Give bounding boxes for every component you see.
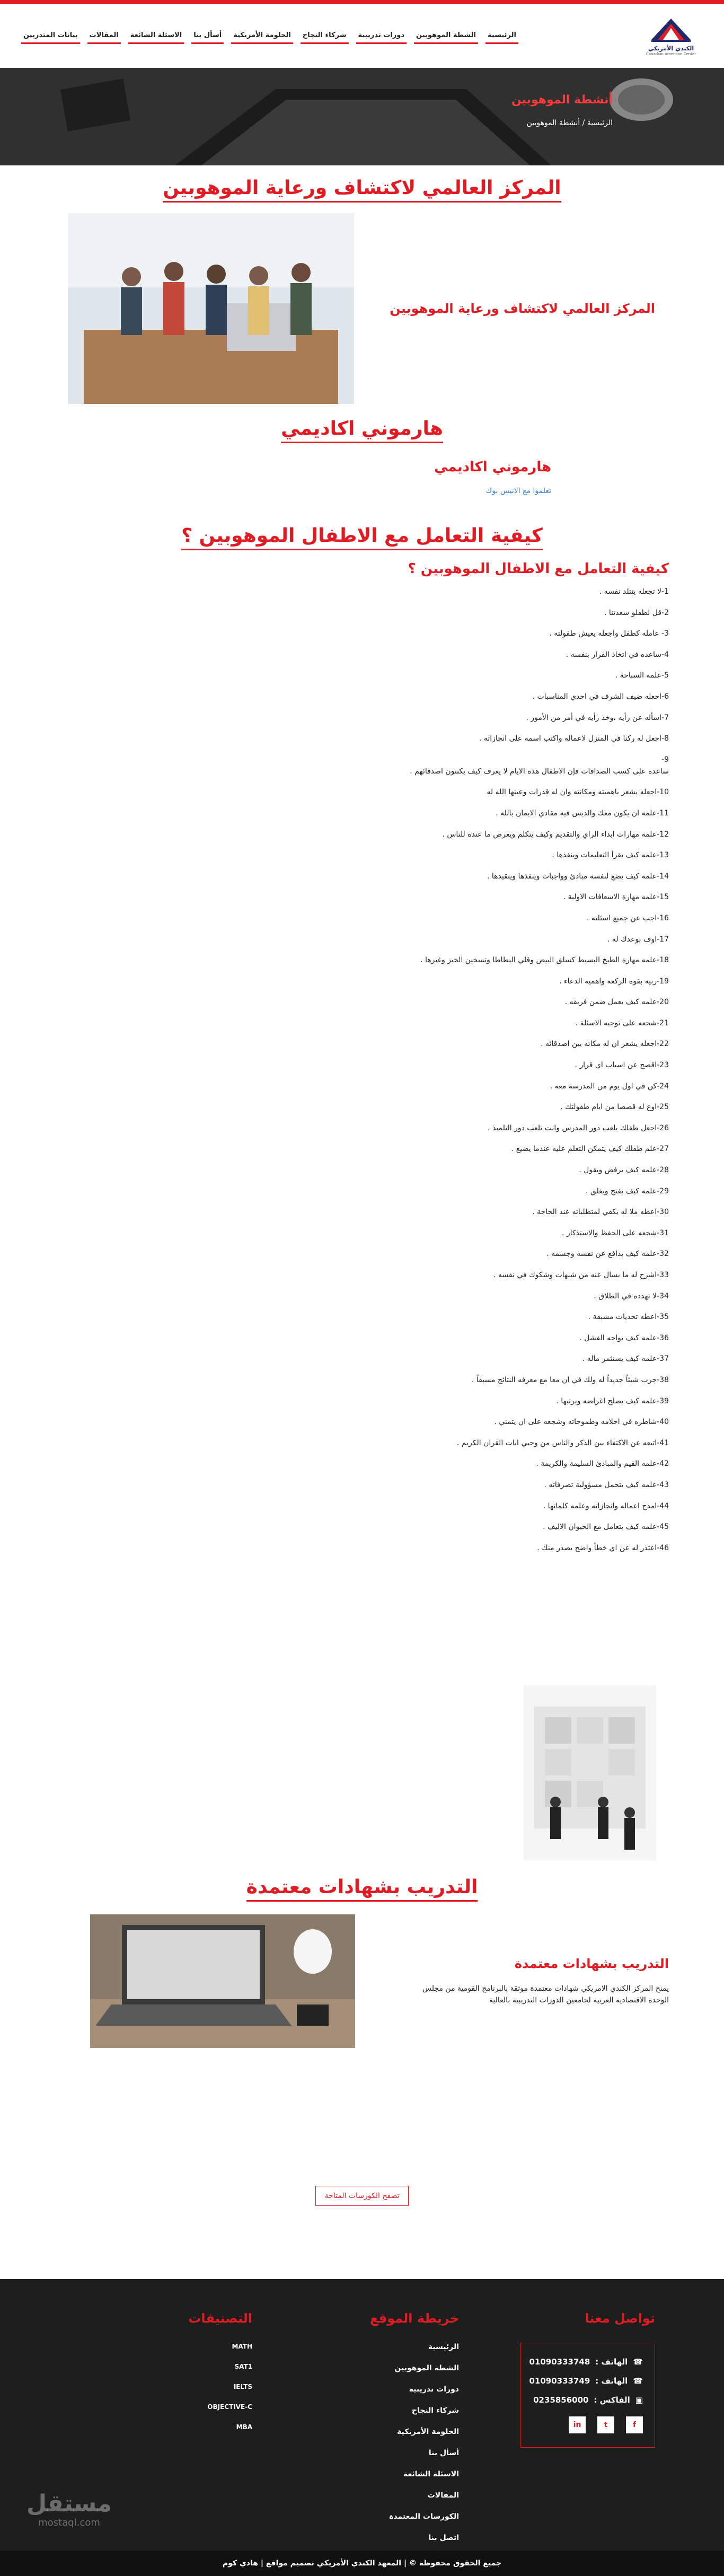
laptop-image [90, 1914, 355, 2048]
footer-categories-title: التصنيفات [188, 2311, 252, 2326]
list-item: 44-امدح اعماله وانجازاته وعلمه كلماتها . [543, 1501, 669, 1510]
list-item: 43-علمه كيف يتحمل مسؤولية تصرفاته . [544, 1480, 669, 1489]
list-item: 25-اوع له قصصا من ايام طفولتك . [560, 1103, 669, 1112]
courses-button-wrap [0, 2186, 724, 2206]
list-item: 19-ربيه بقوة الركعة واهمية الدعاء . [559, 977, 669, 986]
hero-desk-image [0, 68, 724, 165]
list-item: 28-علمه كيف يرفض ويقول . [579, 1166, 669, 1175]
footer-link[interactable]: الرئيسية [428, 2343, 459, 2352]
footer-link[interactable]: اتصل بنا [428, 2534, 459, 2543]
list-item: 17-اوف بوعدك له . [607, 935, 669, 944]
gifted-tips-list [0, 586, 724, 1553]
nav-gifted-activities[interactable]: الشطة الموهوبين [414, 28, 478, 44]
page-hero [0, 68, 724, 165]
nav-partners[interactable]: شركاء النجاح [301, 28, 349, 44]
training-title: التدريب بشهادات معتمدة [514, 1956, 669, 1972]
list-item: 6-اجعله ضيف الشرف في احدي المناسبات . [532, 692, 669, 701]
list-item: 45-علمه كيف يتعامل مع الحيوان الاليف . [543, 1523, 669, 1532]
twitter-icon[interactable]: t [597, 2416, 614, 2433]
list-item: 33-اشرح له ما يسال عنه من شبهات وشكوك في نفسه . [493, 1271, 669, 1279]
list-item: 29-علمه كيف يفتح ويغلق . [585, 1186, 669, 1195]
puzzle-spacer [0, 1563, 724, 1685]
list-item: 15-علمه مهارة الاسعافات الاولية . [563, 893, 669, 902]
list-item: 31-شجعه على الحفظ والاستذكار . [561, 1228, 669, 1237]
spacer [0, 2048, 724, 2186]
category-link[interactable]: SAT1 [234, 2363, 252, 2371]
category-link[interactable]: MBA [236, 2423, 252, 2431]
section-heading-training: التدريب بشهادات معتمدة [0, 1876, 724, 1902]
list-item: 32-علمه كيف يدافع عن نفسه وجسمه . [546, 1250, 669, 1259]
list-item: 34-لا تهدده في الطلاق . [594, 1291, 669, 1300]
section-heading-harmony: هارموني اكاديمي [0, 418, 724, 443]
list-item: 8-اجعل له ركنا في المنزل لاعماله واكتب اسمه على انجازاته . [479, 734, 669, 743]
browse-courses-button[interactable]: تصفح الكورسات المتاحة [315, 2186, 408, 2206]
contact-box [520, 2343, 655, 2448]
nav-faq[interactable]: الاسئلة الشائعة [128, 28, 184, 44]
puzzle-image [524, 1685, 656, 1860]
list-item: 13-علمه كيف يقرأ التعليمات وينفذها . [552, 851, 669, 860]
footer-link[interactable]: الحلومة الأمريكية [397, 2428, 459, 2437]
list-item: 14-علمه كيف يضع لنفسه مبادئ وواجبات وينفذها ويتقيدها . [487, 872, 669, 881]
team-photo [68, 213, 354, 404]
footer-link[interactable]: الكورسات المعتمدة [389, 2512, 459, 2521]
nav-articles[interactable]: المقالات [87, 28, 121, 44]
list-item: 1-لا تجعله يتتلد نفسه . [599, 587, 669, 596]
training-desc: يمنح المركز الكندي الامريكي شهادات معتمدة موثقة بالبرنامج القومية من مجلس الوحدة الاقتصادية العربية لجامعين الدورات التدريبية بالعالية [422, 1984, 669, 2005]
harmony-title: هارموني اكاديمي [434, 459, 551, 475]
list-item: 12-علمه مهارات ابداء الراي والتقديم وكيف يتكلم ويعرض ما عنده للناس . [442, 830, 669, 839]
center-title: المركز العالمي لاكتشاف ورعاية الموهوبين [390, 301, 655, 316]
facebook-icon[interactable]: f [626, 2416, 643, 2433]
footer-link[interactable]: الاسئلة الشائعة [403, 2470, 459, 2479]
list-item: 46-اعتذر له عن اي خطأ واضح يصدر منك . [537, 1543, 669, 1552]
social-links [533, 2416, 643, 2433]
site-logo[interactable] [639, 15, 703, 57]
gifted-list-title: كيفية التعامل مع الاطفال الموهوبين ؟ [408, 561, 669, 577]
list-item: 9- [661, 755, 669, 764]
phone-icon: ☎ [633, 2376, 643, 2386]
category-link[interactable]: IELTS [233, 2383, 252, 2391]
footer-contact [520, 2311, 655, 2448]
list-item: 24-كن في اول يوم من المدرسة معه . [550, 1082, 669, 1091]
training-text [372, 1956, 669, 2006]
harmony-link[interactable]: تعلموا مع الانيس بوك [485, 487, 551, 495]
list-item: 20-علمه كيف يعمل ضمن فريقه . [564, 998, 669, 1007]
logo-icon [649, 16, 693, 44]
list-item: 5-علمه السباحة . [615, 671, 669, 680]
footer-link[interactable]: المقالات [427, 2491, 459, 2500]
training-row [0, 1914, 724, 2048]
logo-subtitle: Canadian American Center [646, 51, 696, 56]
footer-contact-title: تواصل معنا [585, 2311, 655, 2326]
list-item: 26-اجعل طفلك يلعب دور المدرس وانت تلعب دور التلميذ . [488, 1123, 669, 1132]
site-header [0, 4, 724, 68]
nav-home[interactable]: الرئيسية [485, 28, 518, 44]
list-item: 18-علمه مهارة الطبخ البسيط كسلق البيض وقلي البطاطا وتسخين الخبز وغيرها . [420, 956, 669, 965]
list-item: 3- عامله كطفل واجعله يعيش طفولته . [549, 629, 669, 638]
list-item: 7-اسأله عن رأيه ،وخذ رأيه في أمر من الأمور . [526, 713, 669, 722]
category-link[interactable]: MATH [232, 2343, 252, 2351]
fax-icon: ▣ [635, 2395, 643, 2405]
list-item: 39-علمه كيف يصلح اغراضه ويرتبها . [556, 1396, 669, 1405]
list-item: 27-علم طفلك كيف يتمكن التعلم عليه عندما يضيع . [511, 1145, 669, 1154]
footer-sitemap [370, 2311, 459, 2555]
nav-courses[interactable]: دورات تدريبية [356, 28, 407, 44]
nav-trainees[interactable]: بيانات المتدربين [21, 28, 80, 44]
nav-american[interactable]: الحلومة الأمريكية [231, 28, 293, 44]
phone-line[interactable]: ☎ الهاتف : 01090333748 [529, 2357, 643, 2367]
category-link[interactable]: OBJECTIVE-C [207, 2403, 252, 2411]
footer-link[interactable]: شركاء النجاح [411, 2406, 459, 2415]
list-item: ساعده على كسب الصداقات فإن الاطفال هذه الايام لا يعرف كيف يكتنون اصدقائهم . [410, 767, 669, 776]
list-item: 2-قل لطفلو سعدتنا . [604, 608, 669, 617]
list-item: 16-اجب عن جميع اسئلته . [586, 913, 669, 922]
spacer [0, 2206, 724, 2279]
footer-link[interactable]: الشطة الموهوبين [394, 2364, 459, 2373]
list-item: 22-اجعله يشعر ان له مكانه بين اصدقائه . [541, 1040, 669, 1049]
footer-link[interactable]: أسأل بنا [428, 2449, 459, 2458]
top-stripe [0, 0, 724, 4]
breadcrumb[interactable]: الرئيسية / أنشطة الموهوبين [526, 119, 613, 127]
phone-line[interactable]: ☎ الهاتف : 01090333749 [529, 2376, 643, 2386]
copyright-bar: جميع الحقوق محفوظة © | المعهد الكندي الأمريكي تصميم مواقع | هادي كوم [0, 2551, 724, 2576]
team-photo-image [68, 213, 354, 404]
list-item: 36-علمه كيف يواجه الفشل . [579, 1333, 669, 1342]
hero-title: أنشطة الموهوبين [511, 93, 613, 107]
list-item: 21-شجعه على توجيه الاسئلة . [575, 1018, 669, 1027]
list-item: 35-اعطه تحديات مسبقة . [588, 1313, 669, 1322]
puzzle-photo [524, 1685, 656, 1860]
list-item: 10-اجعله يشعر باهميته ومكانته وان له قدرات وعينها الله له [487, 788, 669, 797]
linkedin-icon[interactable]: in [569, 2416, 586, 2433]
section-heading-gifted: كيفية التعامل مع الاطفال الموهوبين ؟ [0, 525, 724, 550]
logo-name: الكندي الأمريكي [648, 45, 694, 52]
list-item: 41-اتيعه عن الاكتفاء بين الذكر والناس من وجبي ابات القران الكريم . [456, 1438, 669, 1447]
list-item: 11-علمه ان يكون معك والديس فيه مقادي الايمان بالله . [496, 808, 669, 817]
site-footer [0, 2279, 724, 2576]
list-item: 30-اعطه ملا له يكفي لمتطلباته عند الحاجة . [532, 1208, 669, 1217]
footer-link[interactable]: دورات تدريبية [409, 2385, 459, 2394]
list-item: 42-علمه القيم والمبادئ السليمة والكريمة . [536, 1460, 669, 1469]
center-row [0, 213, 724, 404]
section-heading-center: المركز العالمي لاكتشاف ورعاية الموهوبين [0, 177, 724, 203]
phone-icon: ☎ [633, 2357, 643, 2367]
nav-ask[interactable]: أسأل بنا [191, 28, 224, 44]
laptop-photo [90, 1914, 355, 2048]
footer-sitemap-title: خريطة الموقع [369, 2311, 459, 2326]
mostaql-watermark: مستقل mostaql.com [27, 2490, 112, 2529]
footer-categories [188, 2311, 252, 2443]
list-item: 23-اقصح عن اسباب اي قرار . [575, 1061, 669, 1070]
list-item: 37-علمه كيف يستثمر ماله . [582, 1355, 669, 1364]
main-nav [21, 28, 518, 44]
list-item: 4-ساعده في اتخاذ القرار بنفسه . [566, 650, 669, 659]
fax-line[interactable]: ▣ الفاكس : 0235856000 [533, 2395, 643, 2405]
list-item: 40-شاطره في احلامه وطموحاته وشجعه على ان يتمني . [494, 1418, 669, 1427]
list-item: 38-جرب شيئاً جديداً له ولك في ان معا مع معرفه النتائج مسبقاً . [471, 1375, 669, 1384]
